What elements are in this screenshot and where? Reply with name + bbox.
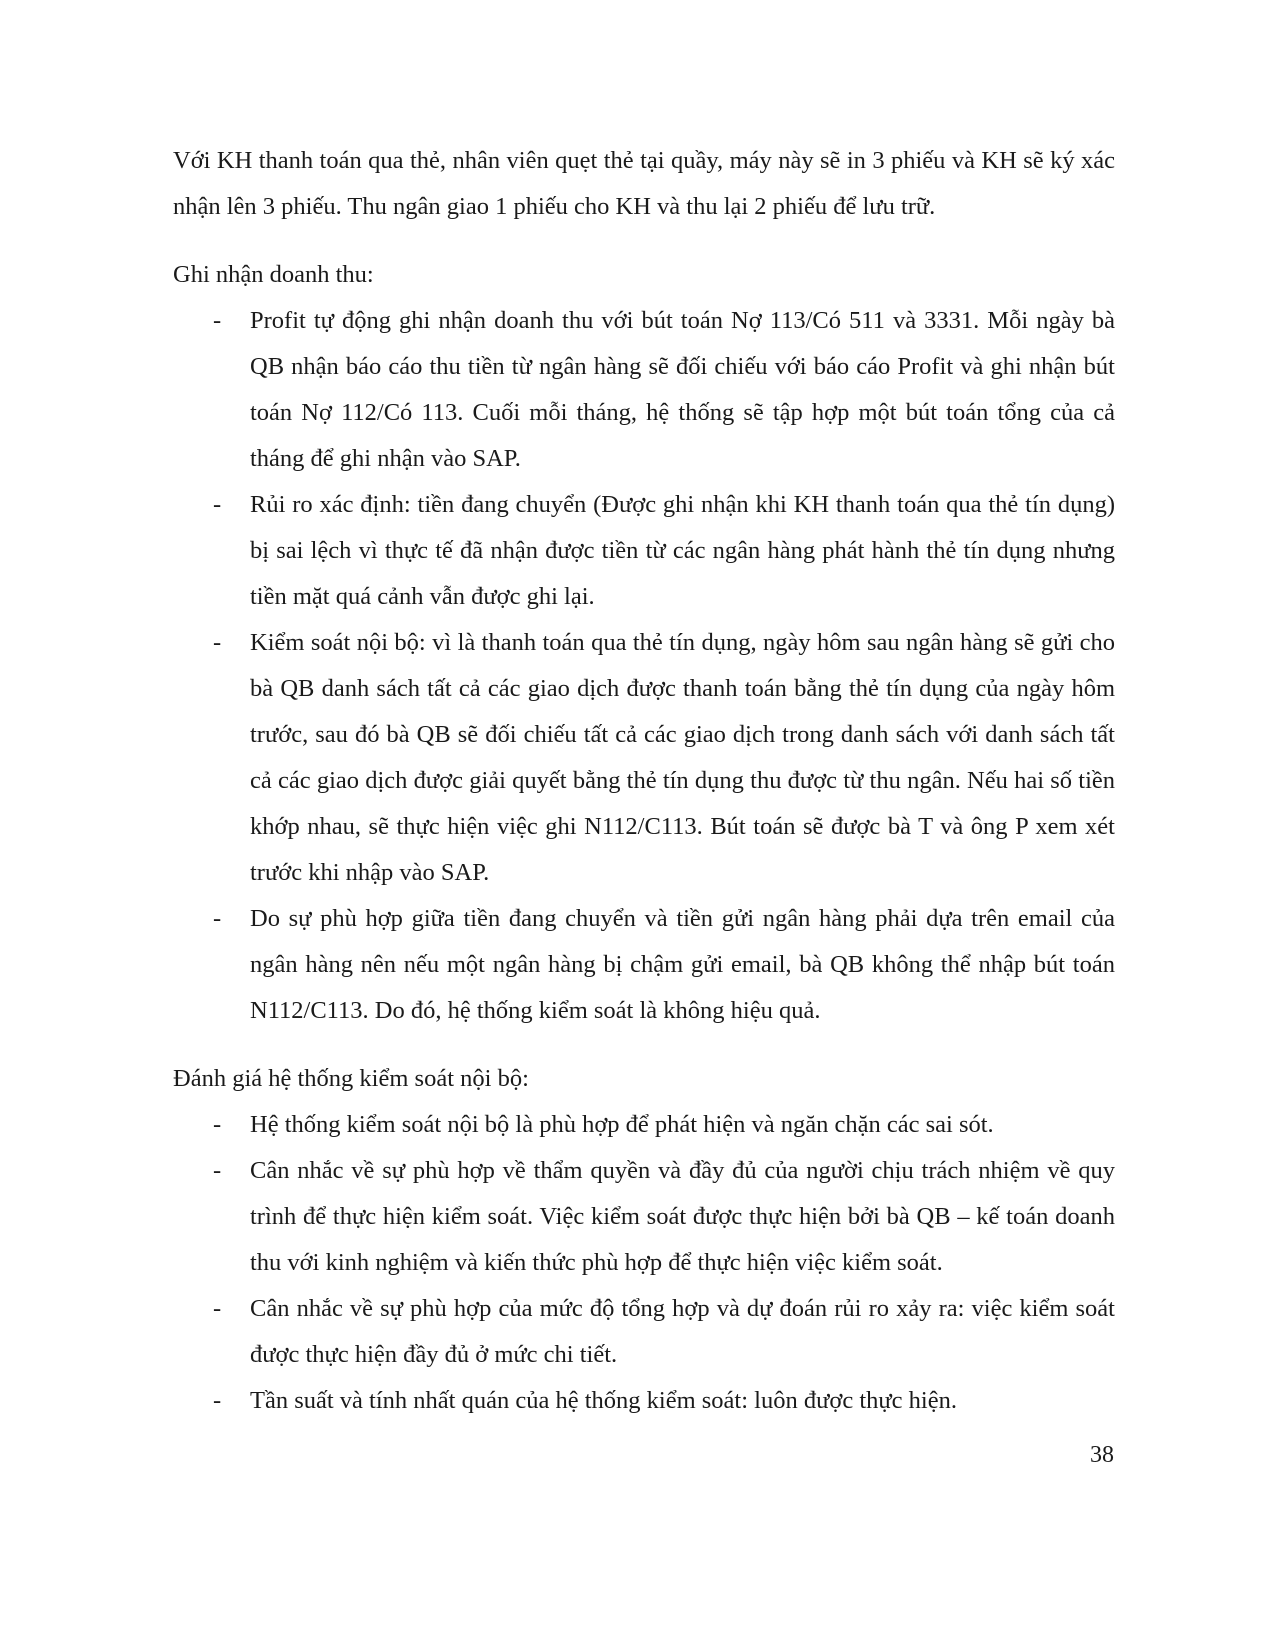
list-item-text: Tần suất và tính nhất quán của hệ thống kiểm soát: luôn được thực hiện.	[250, 1387, 957, 1414]
bullet-dash: -	[213, 1387, 222, 1414]
bullet-dash: -	[213, 1111, 222, 1138]
bullet-dash: -	[213, 1157, 222, 1184]
bullet-dash: -	[213, 491, 222, 518]
list-item-text: Rủi ro xác định: tiền đang chuyển (Được ghi nhận khi KH thanh toán qua thẻ tín dụng) bị sai lệch vì thực tế đã nhận được tiền từ các ngân hàng phát hành thẻ tín dụng nhưng tiền mặt quá cảnh vẫn được ghi lại.	[250, 491, 1115, 610]
list-item	[173, 482, 1115, 620]
list-item	[173, 1286, 1115, 1378]
bullet-dash: -	[213, 307, 222, 334]
list-item-text: Cân nhắc về sự phù hợp của mức độ tổng hợp và dự đoán rủi ro xảy ra: việc kiểm soát được thực hiện đầy đủ ở mức chi tiết.	[250, 1295, 1115, 1368]
list-item	[173, 620, 1115, 896]
page-body	[173, 138, 1115, 1446]
list-item	[173, 298, 1115, 482]
list-item-text: Kiểm soát nội bộ: vì là thanh toán qua thẻ tín dụng, ngày hôm sau ngân hàng sẽ gửi cho bà QB danh sách tất cả các giao dịch được thanh toán bằng thẻ tín dụng của ngày hôm trước, sau đó bà QB sẽ đối chiếu tất cả các giao dịch trong danh sách với danh sách tất cả các giao dịch được giải quyết bằng thẻ tín dụng thu được từ thu ngân. Nếu hai số tiền khớp nhau, sẽ thực hiện việc ghi N112/C113. Bút toán sẽ được bà T và ông P xem xét trước khi nhập vào SAP.	[250, 629, 1115, 886]
bullet-dash: -	[213, 905, 222, 932]
list-item-text: Profit tự động ghi nhận doanh thu với bút toán Nợ 113/Có 511 và 3331. Mỗi ngày bà QB nhận báo cáo thu tiền từ ngân hàng sẽ đối chiếu với báo cáo Profit và ghi nhận bút toán Nợ 112/Có 113. Cuối mỗi tháng, hệ thống sẽ tập hợp một bút toán tổng của cả tháng để ghi nhận vào SAP.	[250, 307, 1115, 472]
list-item-text: Do sự phù hợp giữa tiền đang chuyển và tiền gửi ngân hàng phải dựa trên email của ngân hàng nên nếu một ngân hàng bị chậm gửi email, bà QB không thể nhập bút toán N112/C113. Do đó, hệ thống kiểm soát là không hiệu quả.	[250, 905, 1115, 1024]
list-item-text: Cân nhắc về sự phù hợp về thẩm quyền và đầy đủ của người chịu trách nhiệm về quy trình để thực hiện kiểm soát. Việc kiểm soát được thực hiện bởi bà QB – kế toán doanh thu với kinh nghiệm và kiến thức phù hợp để thực hiện việc kiểm soát.	[250, 1157, 1115, 1276]
bullet-dash: -	[213, 629, 222, 656]
revenue-heading: Ghi nhận doanh thu:	[173, 261, 374, 288]
intro-paragraph: Với KH thanh toán qua thẻ, nhân viên quẹt thẻ tại quầy, máy này sẽ in 3 phiếu và KH sẽ ký xác nhận lên 3 phiếu. Thu ngân giao 1 phiếu cho KH và thu lại 2 phiếu để lưu trữ.	[173, 147, 1115, 220]
list-item-text: Hệ thống kiểm soát nội bộ là phù hợp để phát hiện và ngăn chặn các sai sót.	[250, 1111, 994, 1138]
evaluation-heading: Đánh giá hệ thống kiểm soát nội bộ:	[173, 1065, 529, 1092]
evaluation-list	[173, 1102, 1115, 1424]
list-item	[173, 896, 1115, 1034]
bullet-dash: -	[213, 1295, 222, 1322]
list-item	[173, 1102, 1115, 1148]
list-item	[173, 1378, 1115, 1424]
list-item	[173, 1148, 1115, 1286]
revenue-list	[173, 298, 1115, 1034]
page-number: 38	[1090, 1442, 1114, 1468]
